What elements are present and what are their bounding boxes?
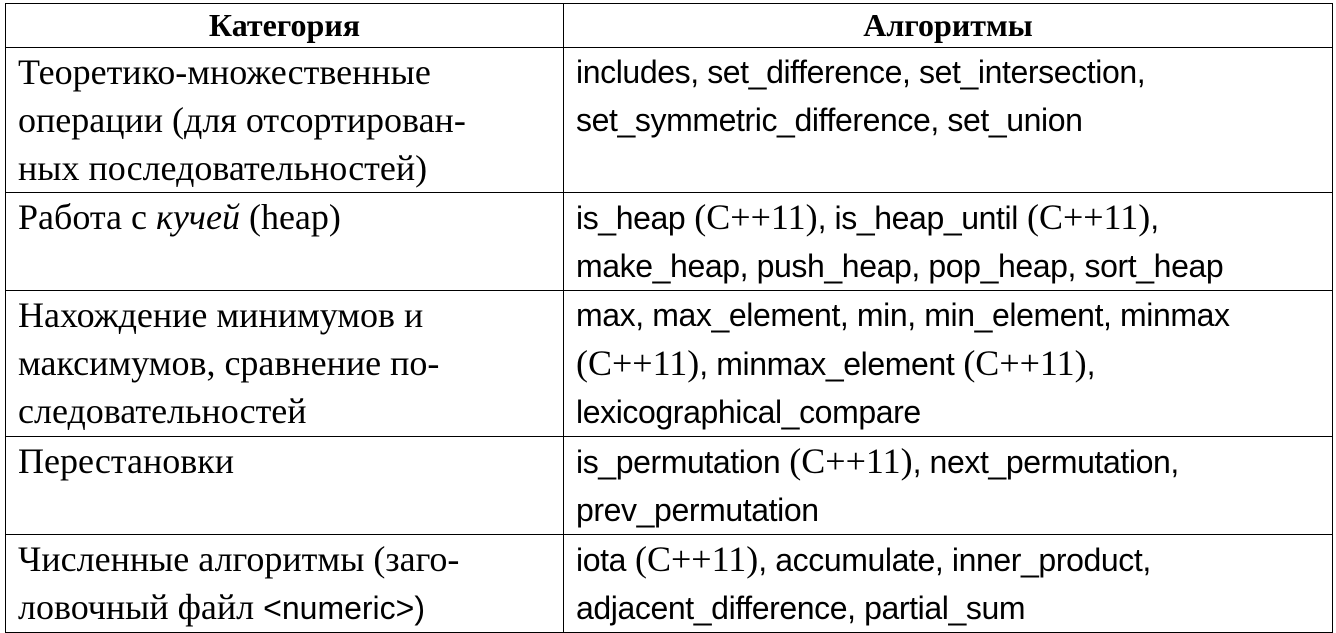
category-line [18, 193, 563, 241]
table-row [6, 193, 1333, 291]
standard-note: (C++11) [685, 197, 818, 237]
algorithms-line [576, 437, 1332, 486]
category-line: Теоретико-множественные [18, 52, 431, 92]
standard-note: (C++11) [626, 539, 759, 579]
standard-note: (C++11) [1017, 197, 1151, 237]
category-cell [6, 193, 564, 291]
algorithms-line [576, 193, 1332, 242]
table-row [6, 535, 1333, 633]
category-cell [6, 48, 564, 193]
category-cell [6, 437, 564, 535]
algorithm-name: , minmax_element [699, 346, 955, 382]
header-algorithms: Алгоритмы [564, 4, 1333, 48]
category-emphasis: кучей [155, 197, 240, 237]
standard-note: (C++11) [576, 343, 700, 383]
category-text: (heap) [239, 197, 341, 237]
algorithm-name: iota [576, 542, 626, 578]
algorithms-cell [564, 437, 1333, 535]
algorithms-table [5, 3, 1333, 633]
algorithms-cell [564, 48, 1333, 193]
algorithm-name: , accumulate, inner_product, [758, 542, 1151, 578]
algorithms-line [576, 339, 1332, 388]
table-row [6, 291, 1333, 437]
category-line: Численные алгоритмы (заго- [18, 539, 460, 579]
algorithms-line: max, max_element, min, min_element, minmax [576, 297, 1230, 333]
category-line: максимумов, сравнение по- [18, 343, 440, 383]
algorithm-name: is_heap [576, 200, 686, 236]
header-row [6, 4, 1333, 48]
category-line: Перестановки [18, 441, 234, 481]
category-line: операции (для отсортирован- [18, 100, 466, 140]
algorithms-cell [564, 291, 1333, 437]
separator: , [1086, 346, 1096, 382]
algorithms-cell [564, 535, 1333, 633]
category-line: Нахождение минимумов и [18, 295, 424, 335]
algorithms-line: make_heap, push_heap, pop_heap, sort_heap [576, 248, 1224, 284]
header-file-name: <numeric>) [263, 590, 425, 626]
algorithms-line: adjacent_difference, partial_sum [576, 590, 1026, 626]
category-text: Работа с [18, 197, 156, 237]
category-line: следовательностей [18, 391, 307, 431]
category-text: ловочный файл [18, 587, 264, 627]
algorithm-name: , next_permutation, [912, 444, 1179, 480]
algorithms-cell [564, 193, 1333, 291]
algorithms-line: includes, set_difference, set_intersection, [576, 54, 1146, 90]
separator: , [1150, 200, 1159, 236]
algorithms-line: prev_permutation [576, 492, 819, 528]
standard-note: (C++11) [780, 441, 913, 481]
algorithms-line: set_symmetric_difference, set_union [576, 102, 1083, 138]
category-cell [6, 291, 564, 437]
header-category: Категория [6, 4, 564, 48]
category-cell [6, 535, 564, 633]
category-line: ных последовательностей) [18, 148, 428, 188]
standard-note: (C++11) [954, 343, 1087, 383]
category-line [18, 583, 563, 632]
algorithms-line [576, 535, 1332, 584]
algorithm-name: is_permutation [576, 444, 781, 480]
table-row [6, 437, 1333, 535]
algorithms-line: lexicographical_compare [576, 394, 921, 430]
table-row [6, 48, 1333, 193]
algorithm-name: , is_heap_until [817, 200, 1018, 236]
